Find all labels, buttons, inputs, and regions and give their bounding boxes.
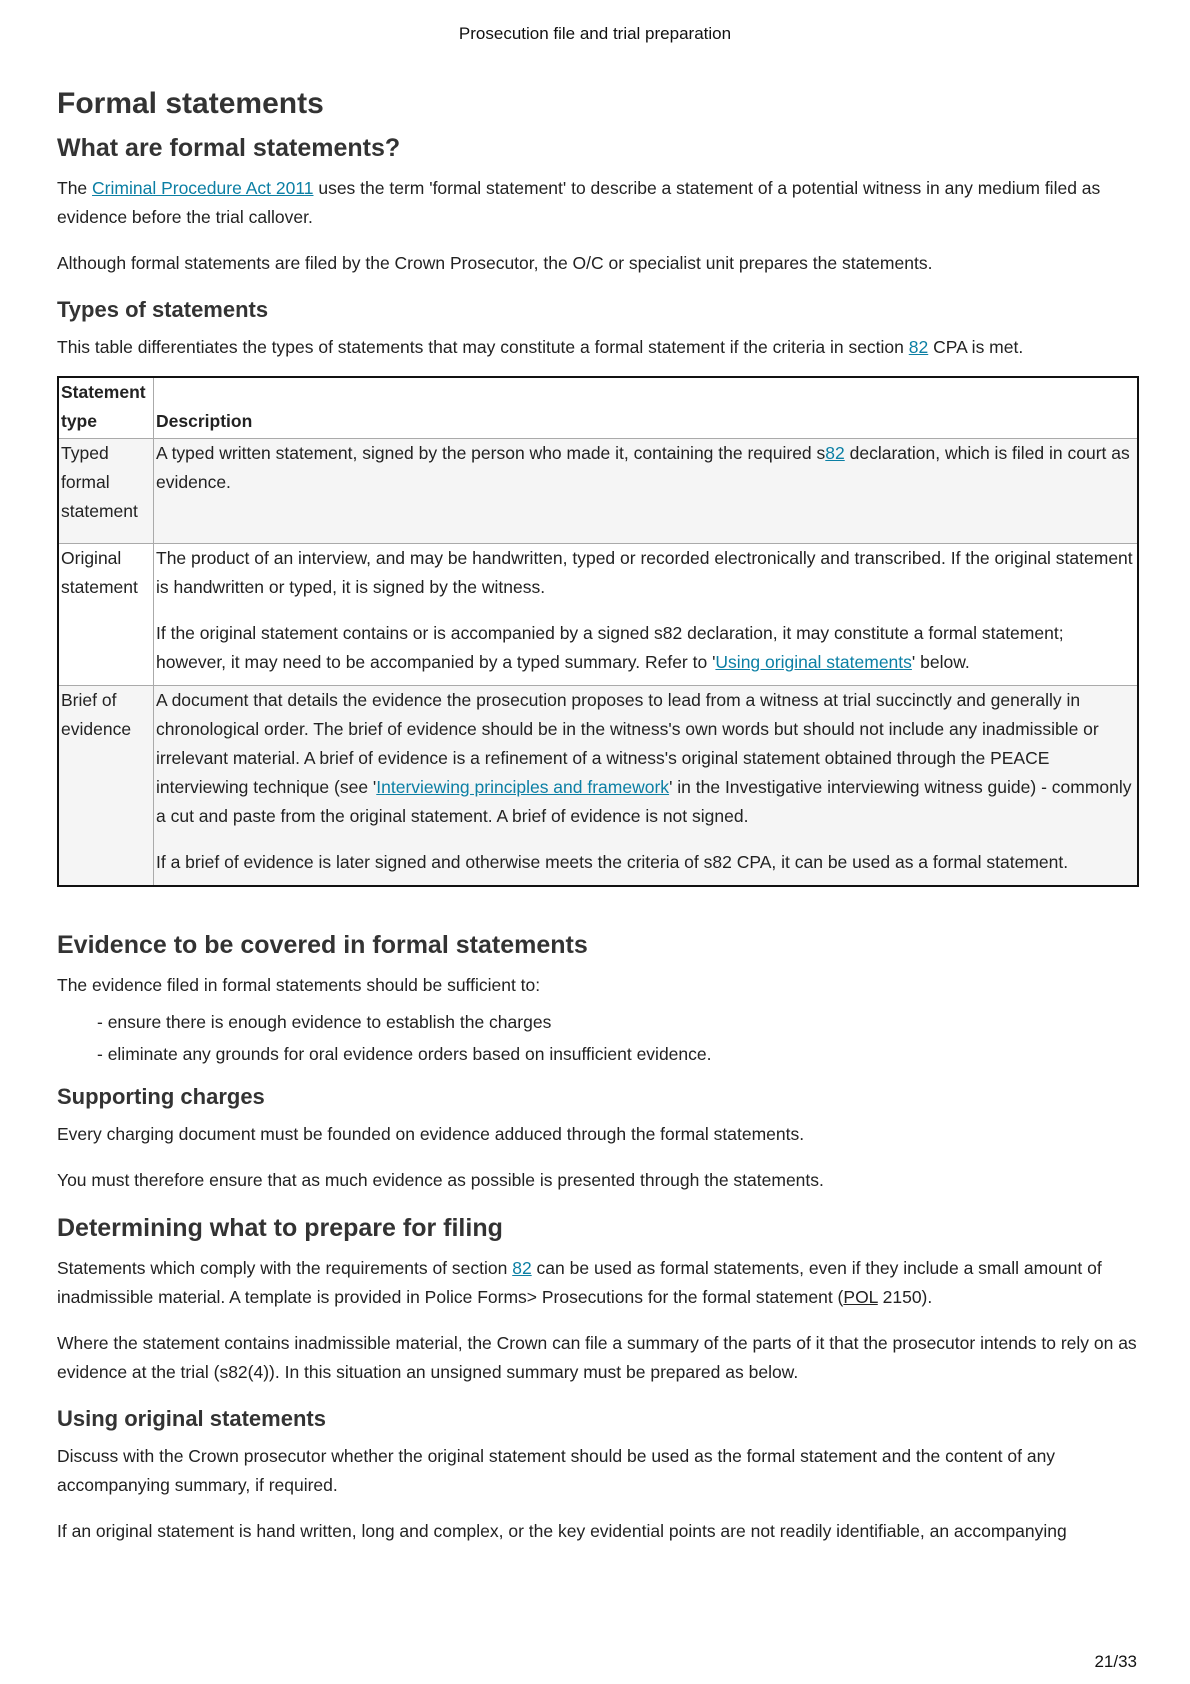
using-paragraph-2: If an original statement is hand written, long and complex, or the key evidential points are not readily identifiable, an accompanying	[57, 1521, 1067, 1541]
using-original-statements-link[interactable]: Using original statements	[715, 652, 912, 672]
statement-types-table	[57, 376, 1139, 887]
formal-paragraph-2: Although formal statements are filed by the Crown Prosecutor, the O/C or specialist unit prepares the statements.	[57, 253, 933, 273]
table-row	[58, 439, 1138, 544]
table-row	[58, 544, 1138, 686]
description-cell: A typed written statement, signed by the person who made it, containing the required s82 declaration, which is filed in court as evidence.	[154, 439, 1139, 544]
table-row	[58, 686, 1138, 887]
section-82-link-2[interactable]: 82	[512, 1258, 532, 1278]
page-number: 21/33	[1094, 1652, 1137, 1671]
document-body	[57, 86, 1137, 1563]
statement-type-cell: Brief of evidence	[61, 690, 132, 739]
column-header-description: Description	[154, 377, 1139, 439]
criminal-procedure-act-link[interactable]: Criminal Procedure Act 2011	[92, 178, 314, 198]
table-header-row	[58, 377, 1138, 439]
supporting-paragraph-2: You must therefore ensure that as much evidence as possible is presented through the statements.	[57, 1170, 824, 1190]
supporting-charges-heading: Supporting charges	[57, 1084, 265, 1109]
determining-paragraph-1: Statements which comply with the requirements of section 82 can be used as formal statements, even if they include a small amount of inadmissible material. A template is provided in Police Forms> Prosecutions for the formal statement (POL 2150).	[57, 1258, 1102, 1307]
s82-link[interactable]: 82	[825, 443, 845, 463]
statement-type-cell: Typed formal statement	[61, 443, 138, 521]
determining-paragraph-2: Where the statement contains inadmissible material, the Crown can file a summary of the parts of it that the prosecutor intends to rely on as evidence at the trial (s82(4)). In this situation an unsigned summary must be prepared as below.	[57, 1333, 1137, 1382]
list-item: - ensure there is enough evidence to establish the charges	[97, 1012, 552, 1032]
evidence-list	[97, 1006, 1137, 1070]
formal-paragraph-1: The Criminal Procedure Act 2011 uses the term 'formal statement' to describe a statement of a potential witness in any medium filed as evidence before the trial callover.	[57, 178, 1101, 227]
running-header: Prosecution file and trial preparation	[458, 24, 732, 43]
determining-heading: Determining what to prepare for filing	[57, 1214, 503, 1242]
section-title: Formal statements	[57, 87, 324, 120]
column-header-statement-type: Statement type	[61, 382, 146, 431]
what-are-formal-statements-heading: What are formal statements?	[57, 134, 401, 162]
using-paragraph-1: Discuss with the Crown prosecutor whether the original statement should be used as the formal statement and the content of any accompanying summary, if required.	[57, 1446, 1056, 1495]
types-intro: This table differentiates the types of statements that may constitute a formal statement if the criteria in section 82 CPA is met.	[57, 337, 1024, 357]
supporting-paragraph-1: Every charging document must be founded on evidence adduced through the formal statements.	[57, 1124, 805, 1144]
interviewing-principles-link[interactable]: Interviewing principles and framework	[376, 777, 670, 797]
pol-abbreviation: POL	[843, 1287, 878, 1307]
types-of-statements-heading: Types of statements	[57, 297, 269, 322]
evidence-intro: The evidence filed in formal statements should be sufficient to:	[57, 975, 541, 995]
statement-type-cell: Original statement	[61, 548, 138, 597]
list-item: - eliminate any grounds for oral evidence orders based on insufficient evidence.	[97, 1044, 712, 1064]
description-cell: The product of an interview, and may be handwritten, typed or recorded electronically and transcribed. If the original statement is handwritten or typed, it is signed by the witness. If the original statement contains or is accompanied by a signed s82 declaration, it may constitute a formal statement; however, it may need to be accompanied by a typed summary. Refer to 'Using original statements' below.	[154, 544, 1139, 686]
evidence-heading: Evidence to be covered in formal statements	[57, 931, 588, 959]
description-cell: A document that details the evidence the prosecution proposes to lead from a witness at trial succinctly and generally in chronological order. The brief of evidence should be in the witness's own words but should not include any inadmissible or irrelevant material. A brief of evidence is a refinement of a witness's original statement obtained through the PEACE interviewing technique (see 'Interviewing principles and framework' in the Investigative interviewing witness guide) - commonly a cut and paste from the original statement. A brief of evidence is not signed. If a brief of evidence is later signed and otherwise meets the criteria of s82 CPA, it can be used as a formal statement.	[154, 686, 1139, 887]
section-82-link[interactable]: 82	[908, 337, 929, 357]
using-original-statements-heading: Using original statements	[57, 1406, 326, 1431]
